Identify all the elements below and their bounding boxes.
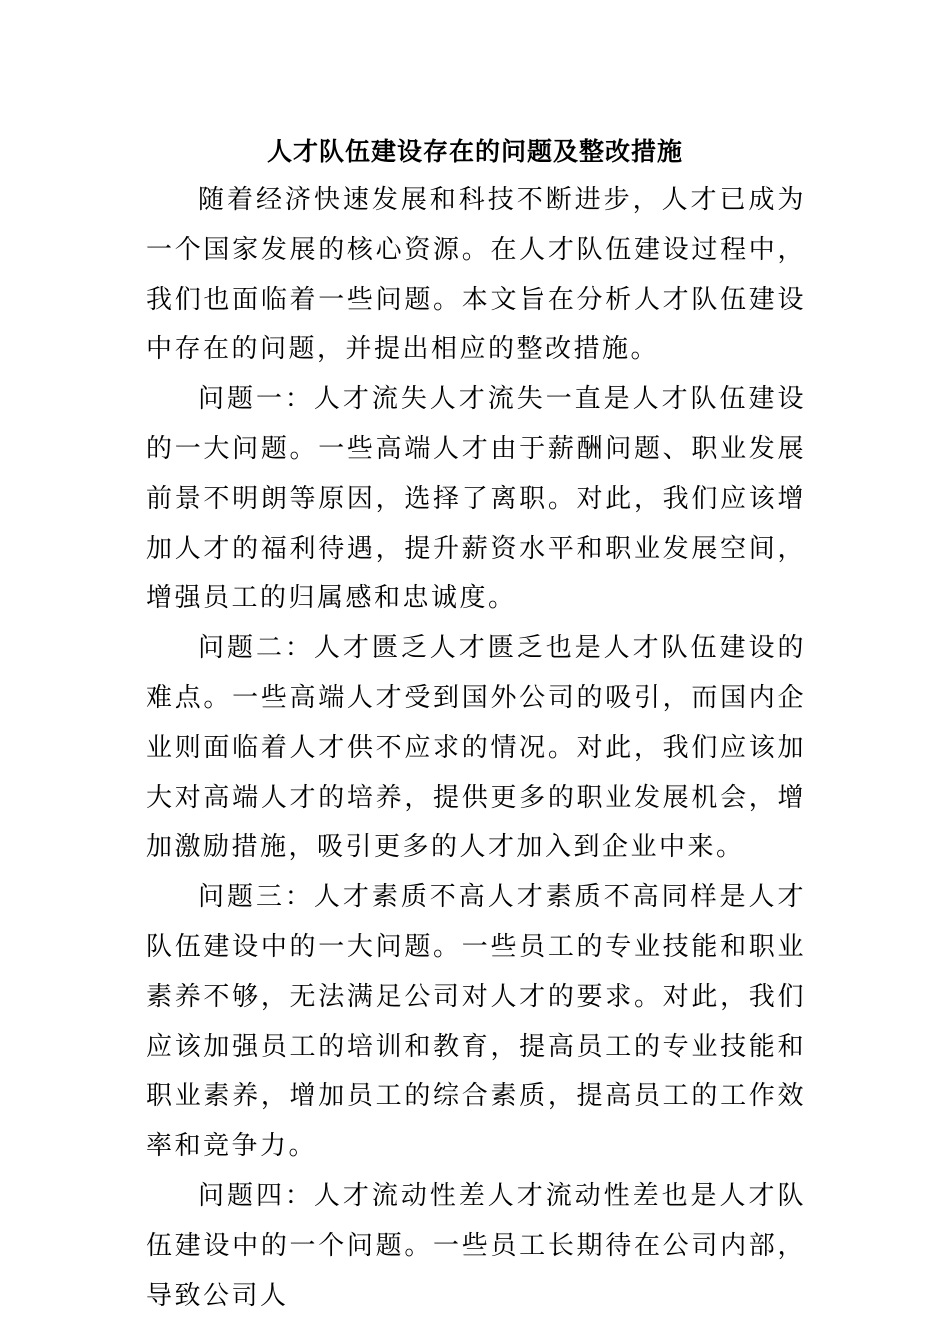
paragraph-problem-1: 问题一：人才流失人才流失一直是人才队伍建设的一大问题。一些高端人才由于薪酬问题、职业发展前景不明朗等原因，选择了离职。对此，我们应该增加人才的福利待遇，提升薪资水平和职业发展空间，增强员工的归属感和忠诚度。 [146,384,806,614]
paragraph-problem-3: 问题三：人才素质不高人才素质不高同样是人才队伍建设中的一大问题。一些员工的专业技能和职业素养不够，无法满足公司对人才的要求。对此，我们应该加强员工的培训和教育，提高员工的专业技能和职业素养，增加员工的综合素质，提高员工的工作效率和竞争力。 [146,882,806,1162]
paragraph-intro: 随着经济快速发展和科技不断进步，人才已成为一个国家发展的核心资源。在人才队伍建设过程中，我们也面临着一些问题。本文旨在分析人才队伍建设中存在的问题，并提出相应的整改措施。 [146,185,806,365]
document-title: 人才队伍建设存在的问题及整改措施 [266,137,683,166]
paragraph-problem-2: 问题二：人才匮乏人才匮乏也是人才队伍建设的难点。一些高端人才受到国外公司的吸引，而国内企业则面临着人才供不应求的情况。对此，我们应该加大对高端人才的培养，提供更多的职业发展机会，增加激励措施，吸引更多的人才加入到企业中来。 [146,633,806,863]
document-body [146,176,806,1321]
paragraph-problem-4: 问题四：人才流动性差人才流动性差也是人才队伍建设中的一个问题。一些员工长期待在公司内部，导致公司人 [146,1180,806,1311]
